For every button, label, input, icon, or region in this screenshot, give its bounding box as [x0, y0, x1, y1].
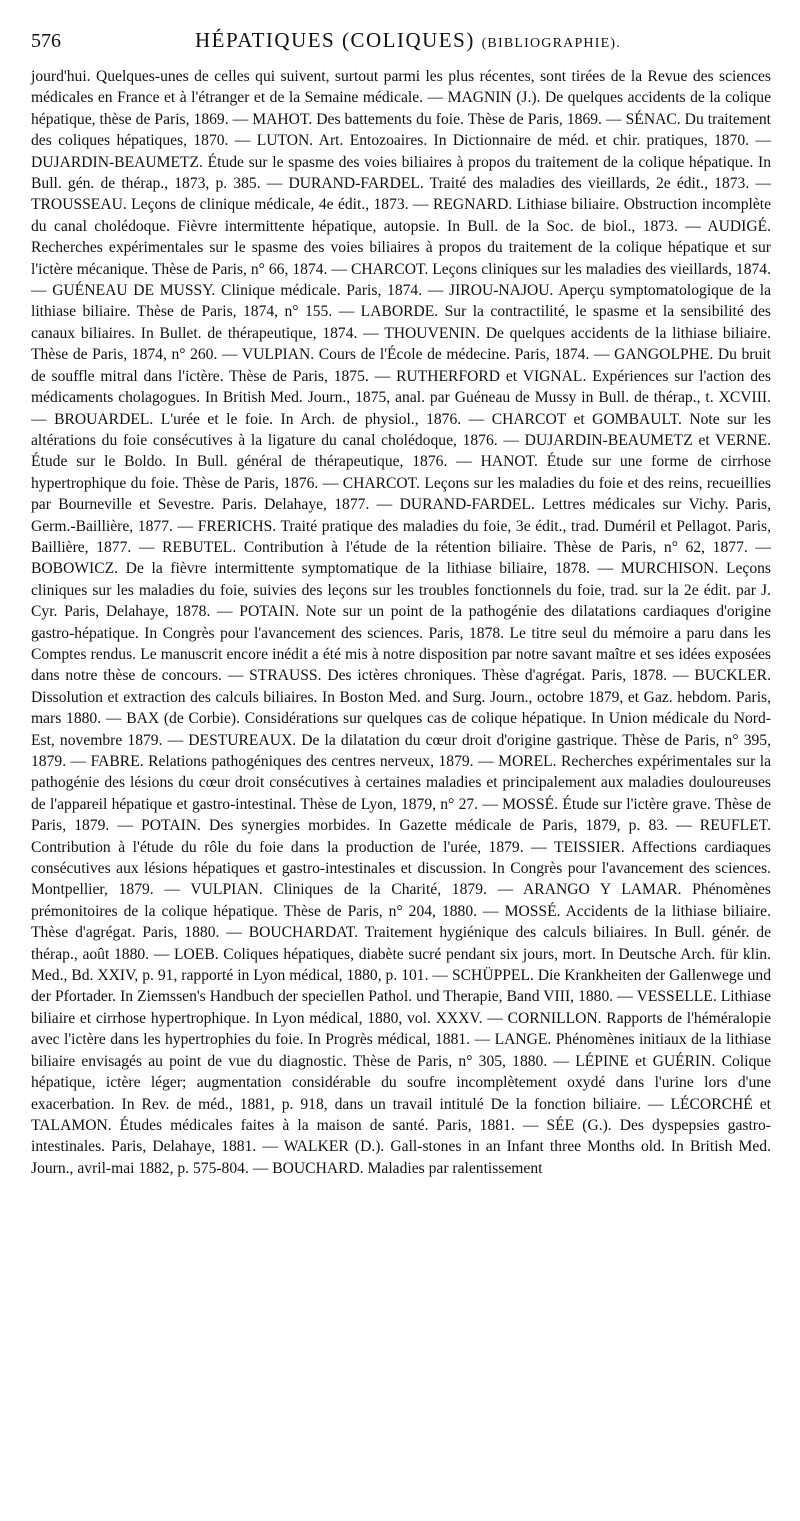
running-title-section: (BIBLIOGRAPHIE).	[481, 36, 621, 51]
page-number: 576	[31, 30, 61, 52]
running-title-main: HÉPATIQUES (COLIQUES)	[195, 28, 475, 52]
running-header	[31, 18, 771, 66]
book-page	[31, 18, 771, 1179]
running-title	[195, 28, 621, 53]
bibliography-text: jourd'hui. Quelques-unes de celles qui suivent, surtout parmi les plus récentes, sont tirées de la Revue des sciences médicales en France et à l'étranger et de la Semaine médicale. — MAGNIN (J.). De quelques accidents de la colique hépatique, thèse de Paris, 1869. — MAHOT. Des battements du foie. Thèse de Paris, 1869. — SÉNAC. Du traitement des coliques hépatiques, 1870. — LUTON. Art. Entozoaires. In Dictionnaire de méd. et chir. pratiques, 1870. — DUJARDIN-BEAUMETZ. Étude sur le spasme des voies biliaires à propos du traitement de la colique hépatique. In Bull. gén. de thérap., 1873, p. 385. — DURAND-FARDEL. Traité des maladies des vieillards, 2e édit., 1873. — TROUSSEAU. Leçons de clinique médicale, 4e édit., 1873. — REGNARD. Lithiase biliaire. Obstruction incomplète du canal cholédoque. Fièvre intermittente hépatique, autopsie. In Bull. de la Soc. de biol., 1873. — AUDIGÉ. Recherches expérimentales sur le spasme des voies biliaires à propos du traitement de la colique hépatique et sur l'ictère mécanique. Thèse de Paris, n° 66, 1874. — CHARCOT. Leçons cliniques sur les maladies des vieillards, 1874. — GUÉNEAU DE MUSSY. Clinique médicale. Paris, 1874. — JIROU-NAJOU. Aperçu symptomatologique de la lithiase biliaire. Thèse de Paris, 1874, n° 155. — LABORDE. Sur la contractilité, le spasme et la sensibilité des canaux biliaires. In Bullet. de thérapeutique, 1874. — THOUVENIN. De quelques accidents de la lithiase biliaire. Thèse de Paris, 1874, n° 260. — VULPIAN. Cours de l'École de médecine. Paris, 1874. — GANGOLPHE. Du bruit de souffle mitral dans l'ictère. Thèse de Paris, 1875. — RUTHERFORD et VIGNAL. Expériences sur l'action des médicaments cholagogues. In British Med. Journ., 1875, anal. par Guéneau de Mussy in Bull. de thérap., t. XCVIII. — BROUARDEL. L'urée et le foie. In Arch. de physiol., 1876. — CHARCOT et GOMBAULT. Note sur les altérations du foie consécutives à la ligature du canal cholédoque, 1876. — DUJARDIN-BEAUMETZ et VERNE. Étude sur le Boldo. In Bull. général de thérapeutique, 1876. — HANOT. Étude sur une forme de cirrhose hypertrophique du foie. Thèse de Paris, 1876. — CHARCOT. Leçons sur les maladies du foie et des reins, recueillies par Bourneville et Sevestre. Paris. Delahaye, 1877. — DURAND-FARDEL. Lettres médicales sur Vichy. Paris, Germ.-Baillière, 1877. — FRERICHS. Traité pratique des maladies du foie, 3e édit., trad. Duméril et Pellagot. Paris, Baillière, 1877. — REBUTEL. Contribution à l'étude de la rétention biliaire. Thèse de Paris, n° 62, 1877. — BOBOWICZ. De la fièvre intermittente symptomatique de la lithiase biliaire, 1878. — MURCHISON. Leçons cliniques sur les maladies du foie, suivies des leçons sur les troubles fonctionnels du foie, trad. sur la 2e édit. par J. Cyr. Paris, Delahaye, 1878. — POTAIN. Note sur un point de la pathogénie des dilatations cardiaques d'origine gastro-hépatique. In Congrès pour l'avancement des sciences. Paris, 1878. Le titre seul du mémoire a paru dans les Comptes rendus. Le manuscrit encore inédit a été mis à notre disposition par notre savant maître et ses idées exposées dans notre thèse de concours. — STRAUSS. Des ictères chroniques. Thèse d'agrégat. Paris, 1878. — BUCKLER. Dissolution et extraction des calculs biliaires. In Boston Med. and Surg. Journ., octobre 1879, et Gaz. hebdom. Paris, mars 1880. — BAX (de Corbie). Considérations sur quelques cas de colique hépatique. In Union médicale du Nord-Est, novembre 1879. — DESTUREAUX. De la dilatation du cœur droit d'origine gastrique. Thèse de Paris, n° 395, 1879. — FABRE. Relations pathogéniques des centres nerveux, 1879. — MOREL. Recherches expérimentales sur la pathogénie des lésions du cœur droit consécutives à certaines maladies et principalement aux maladies douloureuses de l'appareil hépatique et gastro-intestinal. Thèse de Lyon, 1879, n° 27. — MOSSÉ. Étude sur l'ictère grave. Thèse de Paris, 1879. — POTAIN. Des synergies morbides. In Gazette médicale de Paris, 1879, p. 83. — REUFLET. Contribution à l'étude du rôle du foie dans la production de l'urée, 1879. — TEISSIER. Affections cardiaques consécutives aux lésions hépatiques et gastro-intestinales et discussion. In Congrès pour l'avancement des sciences. Montpellier, 1879. — VULPIAN. Cliniques de la Charité, 1879. — ARANGO Y LAMAR. Phénomènes prémonitoires de la colique hépatique. Thèse de Paris, n° 204, 1880. — MOSSÉ. Accidents de la lithiase biliaire. Thèse d'agrégat. Paris, 1880. — BOUCHARDAT. Traitement hygiénique des calculs biliaires. In Bull. génér. de thérap., août 1880. — LOEB. Coliques hépatiques, diabète sucré pendant six jours, mort. In Deutsche Arch. für klin. Med., Bd. XXIV, p. 91, rapporté in Lyon médical, 1880, p. 101. — SCHÜPPEL. Die Krankheiten der Gallenwege und der Pfortader. In Ziemssen's Handbuch der speciellen Pathol. und Therapie, Band VIII, 1880. — VESSELLE. Lithiase biliaire et cirrhose hypertrophique. In Lyon médical, 1880, vol. XXXV. — CORNILLON. Rapports de l'héméralopie avec l'ictère dans les hypertrophies du foie. In Progrès médical, 1881. — LANGE. Phénomènes initiaux de la lithiase biliaire envisagés au point de vue du diagnostic. Thèse de Paris, n° 305, 1880. — LÉPINE et GUÉRIN. Colique hépatique, ictère léger; augmentation considérable du soufre incomplètement oxydé dans l'urine lors d'une exacerbation. In Rev. de méd., 1881, p. 918, dans un travail intitulé De la fonction biliaire. — LÉCORCHÉ et TALAMON. Études médicales faites à la maison de santé. Paris, 1881. — SÉE (G.). Des dyspepsies gastro-intestinales. Paris, Delahaye, 1881. — WALKER (D.). Gall-stones in an Infant three Months old. In British Med. Journ., avril-mai 1882, p. 575-804. — BOUCHARD. Maladies par ralentissement	[31, 68, 771, 1177]
